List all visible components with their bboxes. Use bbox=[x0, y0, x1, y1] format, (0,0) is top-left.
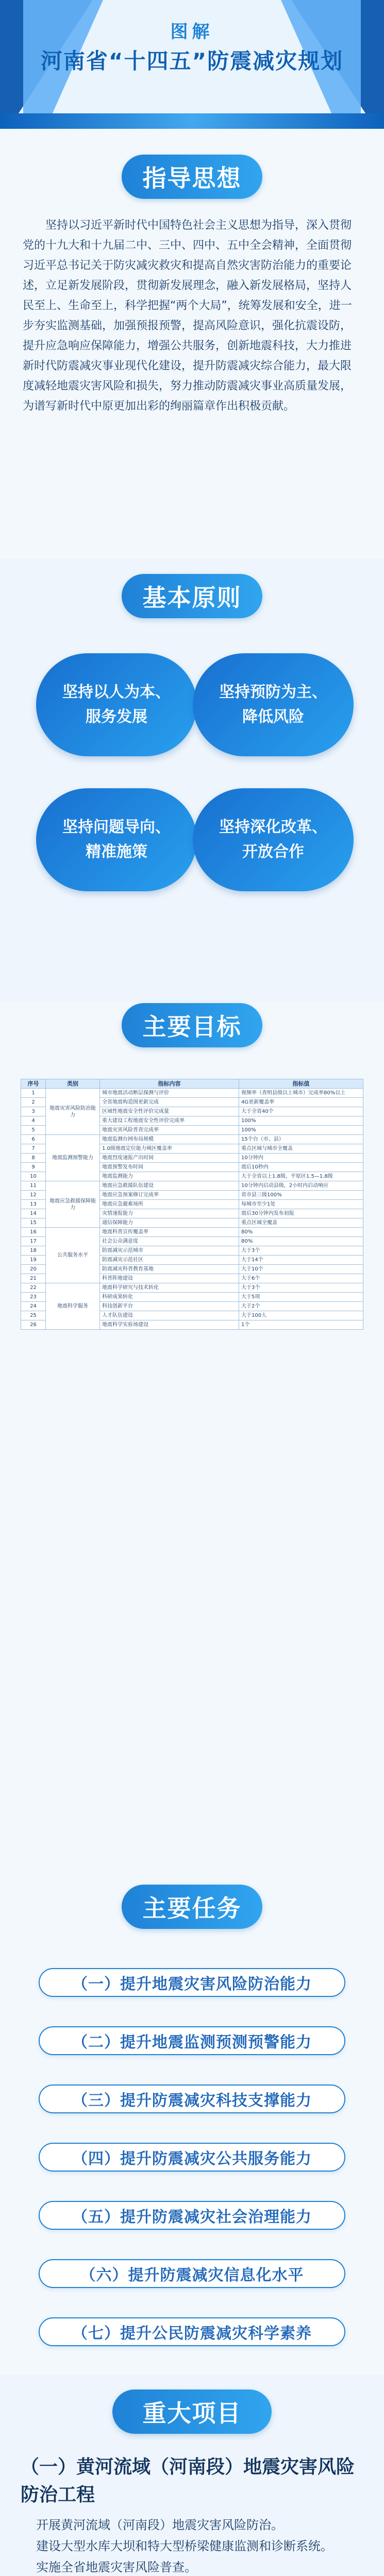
table-row: 8 地震烈度速报产出时间 10分钟内 bbox=[21, 1154, 363, 1163]
table-row: 14 灾情速报能力 震后30分钟内发布初报 bbox=[21, 1209, 363, 1218]
principles-heading: 基本原则 bbox=[122, 574, 262, 618]
hero-title: 河南省“十四五”防震减灾规划 bbox=[40, 48, 344, 74]
table-row: 20 防震减灾科普教育基地 大于10个 bbox=[21, 1265, 363, 1274]
principle-card-3: 坚持问题导向、 精准施策 bbox=[36, 788, 197, 891]
task-item-5: （五）提升防震减灾社会治理能力 bbox=[39, 2201, 345, 2230]
table-row: 13 地震应急避难场所 每城市至少1处 bbox=[21, 1200, 363, 1209]
table-row: 15 通信保障能力 重点区域全覆盖 bbox=[21, 1218, 363, 1228]
principle-card-4: 坚持深化改革、 开放合作 bbox=[193, 788, 354, 891]
principle-card-1: 坚持以人为本、 服务发展 bbox=[36, 653, 197, 756]
table-row: 11 地震应急救援保障能力 地震应急救援队伍建设 10分钟内启动县级，2小时内启动响应 bbox=[21, 1181, 363, 1191]
table-row: 24 科技创新平台 大于2个 bbox=[21, 1302, 363, 1311]
principle-card-2: 坚持预防为主、 降低风险 bbox=[193, 653, 354, 756]
table-row: 21 科普阵地建设 大于6个 bbox=[21, 1274, 363, 1283]
table-row: 6 地震监测预警能力 地震监测台网布局规模 15个台（市、县） bbox=[21, 1135, 363, 1144]
targets-table bbox=[21, 1079, 363, 1330]
task-item-4: （四）提升防震减灾公共服务能力 bbox=[39, 2143, 345, 2172]
task-item-7: （七）提升公民防震减灾科学素养 bbox=[39, 2317, 345, 2346]
guiding-heading: 指导思想 bbox=[122, 155, 262, 199]
targets-heading: 主要目标 bbox=[122, 1003, 262, 1047]
table-row: 9 地震预警发布时间 震后10秒内 bbox=[21, 1163, 363, 1172]
table-row: 5 地震灾害风险普查完成率 100% bbox=[21, 1126, 363, 1135]
project-group-1-item-2: 建设大型水库大坝和特大型桥梁健康监测和诊断系统。 bbox=[36, 2539, 333, 2553]
table-row: 18 防震减灾示范城市 大于3个 bbox=[21, 1246, 363, 1256]
table-row: 10 地震监测能力 大于全省以上1.8级，平原区1.5—1.8级 bbox=[21, 1172, 363, 1181]
table-row: 22 地震科学服务 地震科学研究与技术转化 大于3个 bbox=[21, 1283, 363, 1293]
principles-section-bg bbox=[0, 559, 384, 1002]
table-row: 16 公共服务水平 地震科普宣传覆盖率 80% bbox=[21, 1228, 363, 1237]
table-row: 23 科研成果转化 大于5项 bbox=[21, 1293, 363, 1302]
table-row: 25 人才队伍建设 大于100人 bbox=[21, 1311, 363, 1320]
guiding-paragraph: 坚持以习近平新时代中国特色社会主义思想为指导，深入贯彻党的十九大和十九届二中、三中、四中、五中全会精神，全面贯彻习近平总书记关于防灾减灾救灾和提高自然灾害防治能力的重要论述，立足新发展阶段，贯彻新发展理念，融入新发展格局，坚持人民至上、生命至上，科学把握“两个大局”，统筹发展和安全，进一步夯实监测基础，加强预报预警，提高风险意识，强化抗震设防，提升应急响应保障能力，增强公共服务，创新地震科技，大力推进新时代防震减灾事业现代化建设，提升防震减灾综合能力，最大限度减轻地震灾害风险和损失，努力推动防震减灾事业高质量发展，为谱写新时代中原更加出彩的绚丽篇章作出积极贡献。 bbox=[23, 219, 352, 413]
col-indicator: 指标内容 bbox=[100, 1079, 239, 1089]
tasks-heading: 主要任务 bbox=[122, 1885, 262, 1929]
table-row: 4 重大建设工程地震安全性评价完成率 100% bbox=[21, 1116, 363, 1126]
task-item-6: （六）提升防震减灾信息化水平 bbox=[39, 2259, 345, 2288]
table-row: 1 地震灾害风险防治能力 城市地震活动断层探测与评价 视频率（查明县级以上城市）完成率80%以上 bbox=[21, 1089, 363, 1098]
table-row: 12 地震应急预案修订完成率 省市县三级100% bbox=[21, 1191, 363, 1200]
table-row: 17 社会公众满意度 80% bbox=[21, 1237, 363, 1246]
hero-bottom-line bbox=[0, 113, 384, 129]
col-no: 序号 bbox=[21, 1079, 46, 1089]
table-row: 3 区域性地震安全性评价完成量 大于全省40个 bbox=[21, 1107, 363, 1116]
table-row: 7 1.0级地震定位能力城区覆盖率 重点区域与城市全覆盖 bbox=[21, 1144, 363, 1154]
project-group-1-item-1: 开展黄河流域（河南段）地震灾害风险防治。 bbox=[36, 2518, 283, 2532]
table-row: 19 防震减灾示范社区 大于14个 bbox=[21, 1256, 363, 1265]
task-item-1: （一）提升地震灾害风险防治能力 bbox=[39, 1968, 345, 1997]
col-category: 类别 bbox=[46, 1079, 100, 1089]
task-item-3: （三）提升防震减灾科技支撑能力 bbox=[39, 2084, 345, 2113]
project-group-1-title: （一）黄河流域（河南段）地震灾害风险防治工程 bbox=[21, 2456, 355, 2505]
hero-label: 图解 bbox=[170, 22, 214, 42]
projects-heading: 重大项目 bbox=[112, 2389, 272, 2434]
task-item-2: （二）提升地震监测预测预警能力 bbox=[39, 2026, 345, 2055]
hero-banner bbox=[0, 0, 384, 129]
project-group-1-item-3: 实施全省地震灾害风险普查。 bbox=[36, 2560, 197, 2574]
col-value: 指标值 bbox=[239, 1079, 363, 1089]
table-row: 2 全省地震构造图更新完成 4G更新覆盖率 bbox=[21, 1098, 363, 1107]
table-row: 26 地震科学实验场建设 1个 bbox=[21, 1320, 363, 1330]
